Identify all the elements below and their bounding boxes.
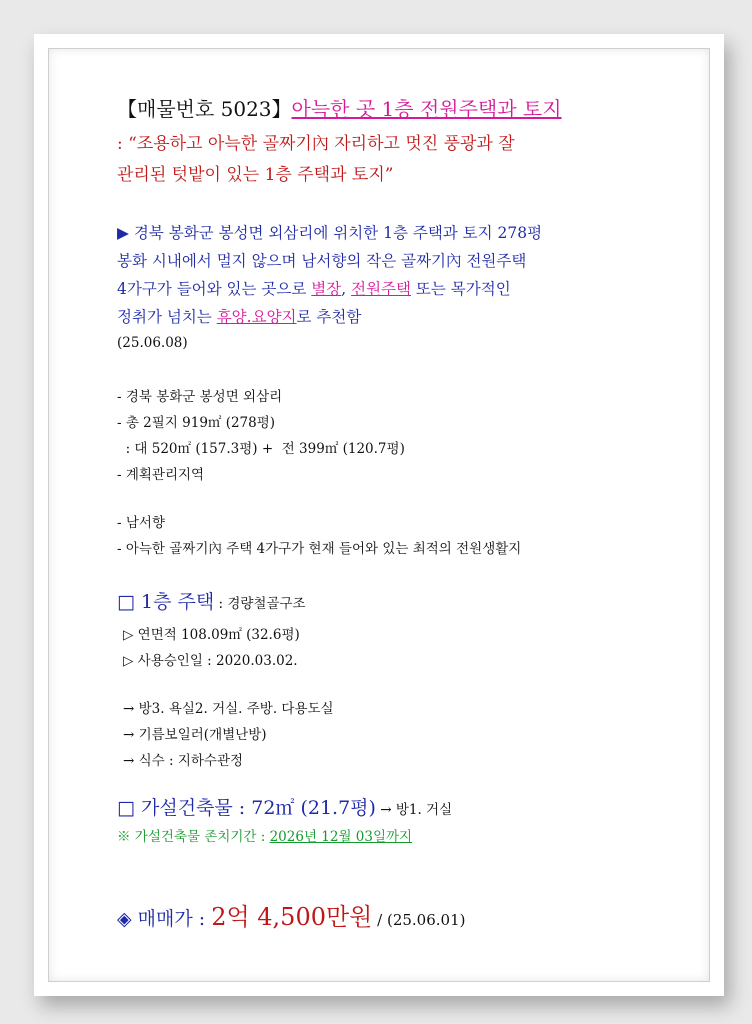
listing-headline: 아늑한 곳 1층 전원주택과 토지	[291, 97, 562, 121]
intro-line-4-tail: 로 추천함	[296, 308, 362, 326]
highlight-country-house: 전원주택	[351, 280, 411, 298]
document-frame	[34, 34, 724, 996]
house-water: → 식수 : 지하수관정	[123, 753, 244, 769]
house-floor-area: ▷ 연면적 108.09㎡ (32.6평)	[123, 627, 300, 643]
temp-building-note	[117, 825, 412, 845]
intro-line-3	[117, 277, 511, 299]
house-heating: → 기름보일러(개별난방)	[123, 727, 267, 743]
price-label: ◈ 매매가 :	[117, 908, 212, 930]
house-rooms: → 방3. 욕실2. 거실. 주방. 다용도실	[123, 701, 334, 717]
house-section	[117, 587, 306, 614]
temp-building-note-date: 2026년 12월 03일까지	[269, 829, 413, 845]
house-approval-date: ▷ 사용승인일 : 2020.03.02.	[123, 653, 298, 669]
intro-date: (25.06.08)	[117, 335, 188, 351]
house-structure: : 경량철골구조	[214, 596, 306, 612]
intro-line-4	[117, 305, 361, 327]
quote-line-1: : “조용하고 아늑한 골짜기內 자리하고 멋진 풍광과 잘	[117, 134, 515, 154]
detail-total-area: - 총 2필지 919㎡ (278평)	[117, 415, 276, 431]
house-heading: □ 1층 주택	[117, 591, 215, 613]
highlight-retreat: 휴양.요양지	[216, 308, 297, 326]
temp-building-section	[117, 793, 452, 820]
intro-line-3-tail: 또는 목가적인	[411, 280, 511, 298]
intro-line-1: ▶ 경북 봉화군 봉성면 외삼리에 위치한 1층 주택과 토지 278평	[117, 224, 543, 242]
intro-line-4-text: 정취가 넘치는	[117, 308, 217, 326]
detail-location: - 경북 봉화군 봉성면 외삼리	[117, 389, 283, 405]
listing-number: 【매물번호 5023】	[117, 97, 292, 121]
detail-zoning: - 계획관리지역	[117, 467, 205, 483]
price-amount: 2억 4,500만원	[211, 903, 373, 931]
temp-building-note-label: ※ 가설건축물 존치기간 :	[117, 829, 270, 845]
feature-orientation: - 남서향	[117, 515, 165, 531]
intro-line-3-text: 4가구가 들어와 있는 곳으로	[117, 280, 312, 298]
listing-title	[117, 93, 562, 122]
intro-line-2: 봉화 시내에서 멀지 않으며 남서향의 작은 골짜기內 전원주택	[117, 252, 527, 270]
feature-setting: - 아늑한 골짜기內 주택 4가구가 현재 들어와 있는 최적의 전원생활지	[117, 541, 522, 557]
temp-building-rooms: → 방1. 거실	[375, 802, 453, 818]
document-page	[48, 48, 710, 982]
quote-line-2: 관리된 텃밭이 있는 1층 주택과 토지”	[117, 165, 394, 185]
price-date: / (25.06.01)	[372, 911, 466, 929]
temp-building-heading: □ 가설건축물 : 72㎡ (21.7평)	[117, 797, 376, 819]
price-line	[117, 897, 465, 932]
intro-line-3-sep: ,	[341, 280, 352, 298]
detail-area-breakdown: : 대 520㎡ (157.3평) + 전 399㎡ (120.7평)	[117, 441, 405, 457]
highlight-villa: 별장	[311, 280, 342, 298]
